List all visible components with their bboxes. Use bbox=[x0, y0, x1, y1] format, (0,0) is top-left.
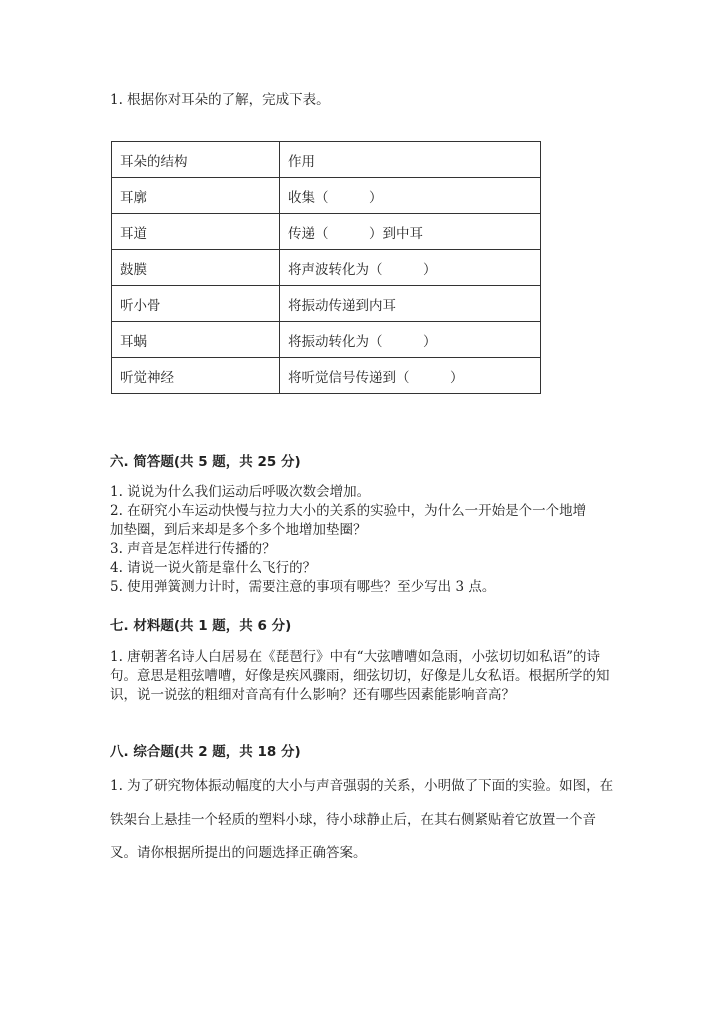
section-6-questions bbox=[110, 483, 610, 597]
table-cell: 鼓膜 bbox=[112, 250, 280, 286]
section-7-material: 1. 唐朝著名诗人白居易在《琵琶行》中有“大弦嘈嘈如急雨，小弦切切如私语”的诗句。意思是粗弦嘈嘈，好像是疾风骤雨，细弦切切，好像是儿女私语。根据所学的知识，说一说弦的粗细对音高有什么影响？还有哪些因素能影响音高？ bbox=[110, 649, 610, 703]
table-header-cell: 作用 bbox=[280, 142, 541, 178]
table-cell: 耳蜗 bbox=[112, 322, 280, 358]
section-8-question: 1. 为了研究物体振动幅度的大小与声音强弱的关系，小明做了下面的实验。如图，在铁架台上悬挂一个轻质的塑料小球，待小球静止后，在其右侧紧贴着它放置一个音叉。请你根据所提出的问题选择正确答案。 bbox=[110, 778, 614, 861]
table-cell: 听小骨 bbox=[112, 286, 280, 322]
question-item: 4. 请说一说火箭是靠什么飞行的？ bbox=[110, 560, 317, 576]
table-header-cell: 耳朵的结构 bbox=[112, 142, 280, 178]
section-7-title: 七. 材料题(共 1 题，共 6 分) bbox=[110, 618, 292, 634]
question-item: 2. 在研究小车运动快慢与拉力大小的关系的实验中，为什么一开始是个一个地增 加垫圈，到后来却是多个多个地增加垫圈？ bbox=[110, 503, 600, 538]
table-row bbox=[112, 250, 541, 286]
table-header-row bbox=[112, 142, 541, 178]
table-cell: 将振动传递到内耳 bbox=[280, 286, 541, 322]
table-row bbox=[112, 286, 541, 322]
section-8-title: 八. 综合题(共 2 题，共 18 分) bbox=[110, 744, 301, 760]
table-cell: 耳道 bbox=[112, 214, 280, 250]
table-cell: 将声波转化为（ ） bbox=[280, 250, 541, 286]
table-row bbox=[112, 322, 541, 358]
ear-structure-table bbox=[111, 141, 541, 394]
question-item: 3. 声音是怎样进行传播的？ bbox=[110, 541, 276, 557]
table-row bbox=[112, 178, 541, 214]
table-cell: 收集（ ） bbox=[280, 178, 541, 214]
table-cell: 将振动转化为（ ） bbox=[280, 322, 541, 358]
table-row bbox=[112, 214, 541, 250]
table-question-intro: 1. 根据你对耳朵的了解，完成下表。 bbox=[110, 92, 330, 108]
question-item: 1. 说说为什么我们运动后呼吸次数会增加。 bbox=[110, 484, 371, 500]
table-cell: 耳廓 bbox=[112, 178, 280, 214]
table-cell: 将听觉信号传递到（ ） bbox=[280, 358, 541, 394]
table-cell: 传递（ ）到中耳 bbox=[280, 214, 541, 250]
table-cell: 听觉神经 bbox=[112, 358, 280, 394]
question-item: 5. 使用弹簧测力计时，需要注意的事项有哪些？至少写出 3 点。 bbox=[110, 579, 496, 595]
table-row bbox=[112, 358, 541, 394]
section-6-title: 六. 简答题(共 5 题，共 25 分) bbox=[110, 454, 301, 470]
